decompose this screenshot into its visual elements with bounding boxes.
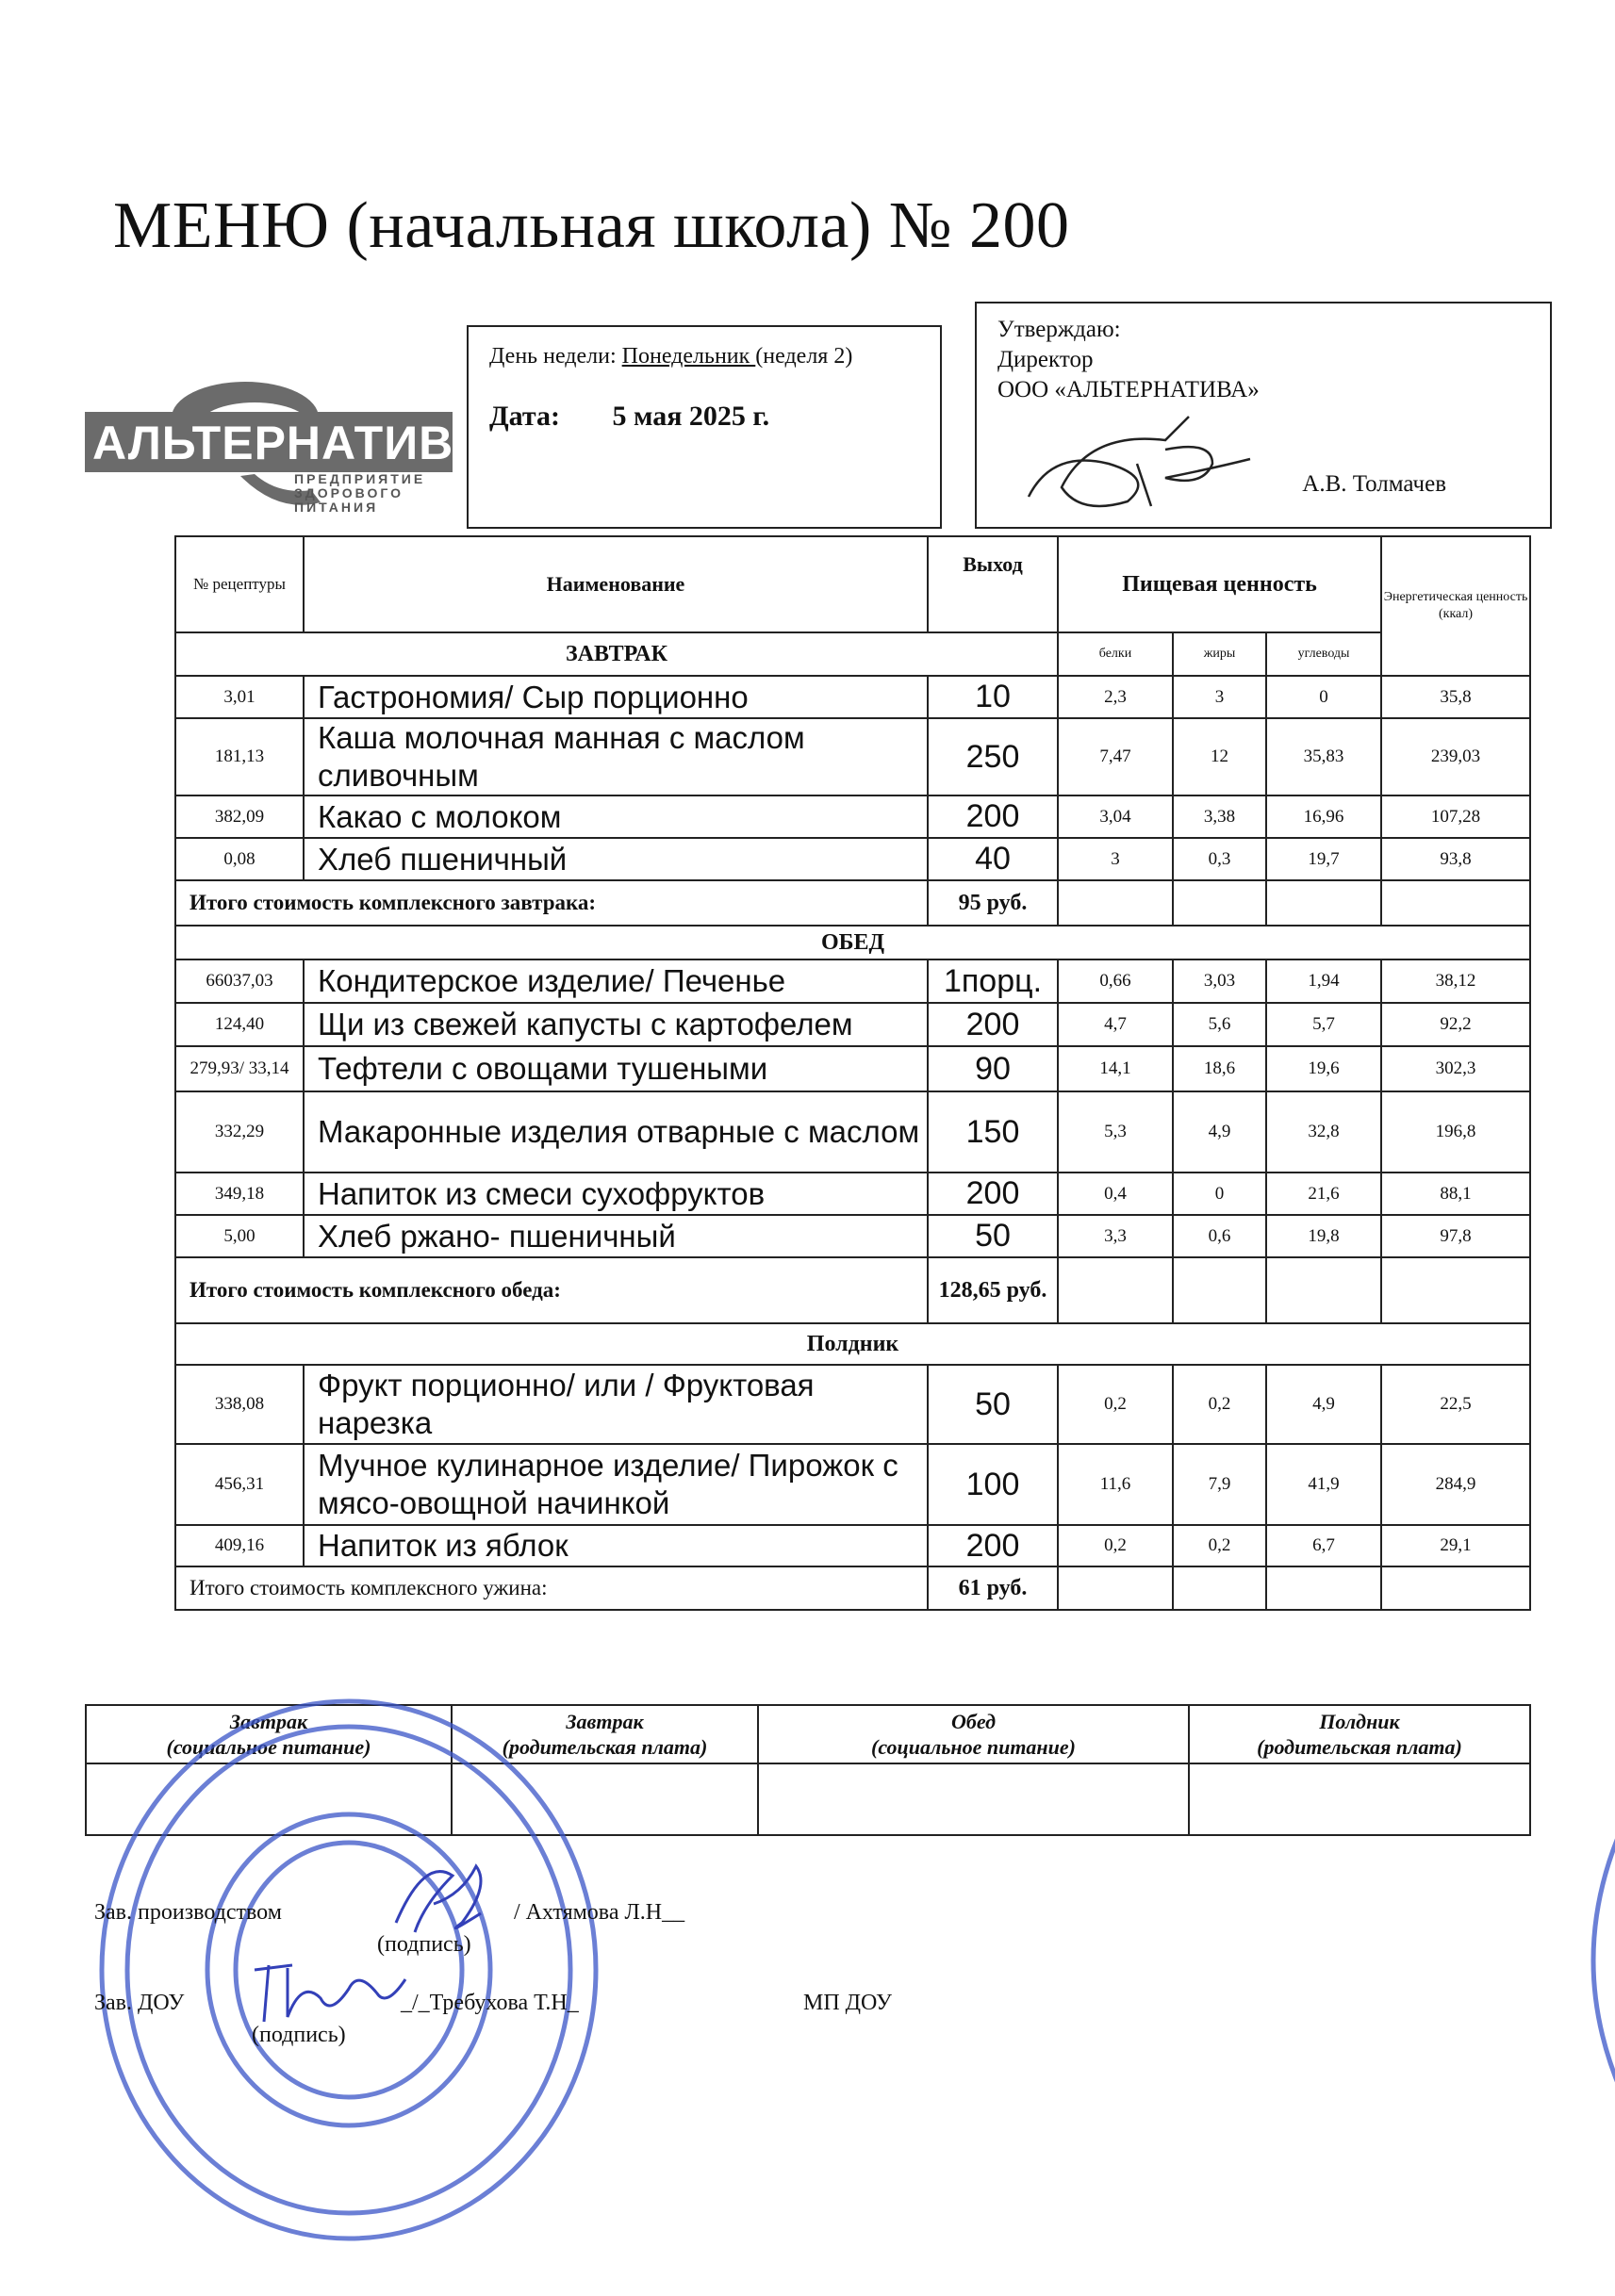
date-line — [489, 401, 769, 433]
dish-output: 150 — [928, 1091, 1058, 1173]
recipe-number: 456,31 — [175, 1444, 304, 1525]
table-row — [175, 838, 1530, 880]
empty-cell — [1173, 1566, 1266, 1610]
dish-name: Макаронные изделия отварные с маслом — [304, 1091, 928, 1173]
energy-value: 196,8 — [1381, 1091, 1530, 1173]
snack-section-row — [175, 1323, 1530, 1365]
dish-output: 50 — [928, 1365, 1058, 1444]
lunch-total-label: Итого стоимость комплексного обеда: — [175, 1257, 928, 1323]
empty-cell — [1173, 880, 1266, 926]
empty-cell — [1058, 880, 1173, 926]
carbs-value: 0 — [1266, 676, 1381, 718]
fat-value: 0,6 — [1173, 1215, 1266, 1257]
dish-output: 40 — [928, 838, 1058, 880]
empty-cell — [1266, 1566, 1381, 1610]
production-manager-name: / Ахтямова Л.Н__ — [514, 1900, 685, 1925]
footer-empty-cell — [758, 1763, 1189, 1835]
header-fat: жиры — [1173, 632, 1266, 676]
production-manager-label: Зав. производством — [94, 1900, 282, 1925]
dou-manager-name: _/_Требухова Т.Н_ — [401, 1991, 579, 2015]
empty-cell — [1058, 1566, 1173, 1610]
dish-output: 200 — [928, 1173, 1058, 1215]
dish-name: Напиток из яблок — [304, 1525, 928, 1566]
recipe-number: 382,09 — [175, 795, 304, 838]
fat-value: 0,2 — [1173, 1525, 1266, 1566]
protein-value: 7,47 — [1058, 718, 1173, 795]
weekday-line — [489, 344, 852, 369]
recipe-number: 409,16 — [175, 1525, 304, 1566]
dish-name: Напиток из смеси сухофруктов — [304, 1173, 928, 1215]
approval-box — [975, 302, 1552, 529]
protein-value: 0,66 — [1058, 959, 1173, 1003]
protein-value: 0,2 — [1058, 1525, 1173, 1566]
carbs-value: 19,6 — [1266, 1046, 1381, 1091]
recipe-number: 66037,03 — [175, 959, 304, 1003]
fat-value: 0,3 — [1173, 838, 1266, 880]
table-row — [175, 1046, 1530, 1091]
recipe-number: 338,08 — [175, 1365, 304, 1444]
header-nutrition: Пищевая ценность — [1058, 536, 1381, 632]
protein-value: 3 — [1058, 838, 1173, 880]
table-row — [175, 1444, 1530, 1525]
table-row — [175, 718, 1530, 795]
dish-name: Хлеб ржано- пшеничный — [304, 1215, 928, 1257]
breakfast-total-label: Итого стоимость комплексного завтрака: — [175, 880, 928, 926]
carbs-value: 1,94 — [1266, 959, 1381, 1003]
fat-value: 7,9 — [1173, 1444, 1266, 1525]
header-protein: белки — [1058, 632, 1173, 676]
empty-cell — [1381, 1566, 1530, 1610]
dish-name: Гастрономия/ Сыр порционно — [304, 676, 928, 718]
fat-value: 3 — [1173, 676, 1266, 718]
dish-name: Тефтели с овощами тушеными — [304, 1046, 928, 1091]
week-number: (неделя 2) — [755, 344, 853, 369]
director-name: А.В. Толмачев — [1302, 471, 1446, 497]
dish-output: 200 — [928, 795, 1058, 838]
protein-value: 4,7 — [1058, 1003, 1173, 1046]
carbs-value: 35,83 — [1266, 718, 1381, 795]
header-energy: Энергетическая ценность (ккал) — [1381, 536, 1530, 676]
footer-col-lunch-social — [758, 1705, 1189, 1763]
protein-value: 0,2 — [1058, 1365, 1173, 1444]
protein-value: 5,3 — [1058, 1091, 1173, 1173]
dish-output: 100 — [928, 1444, 1058, 1525]
breakfast-total-price: 95 руб. — [928, 880, 1058, 926]
carbs-value: 4,9 — [1266, 1365, 1381, 1444]
fat-value: 12 — [1173, 718, 1266, 795]
lunch-rows — [175, 959, 1530, 1257]
recipe-number: 5,00 — [175, 1215, 304, 1257]
header-name: Наименование — [304, 536, 928, 632]
dish-output: 50 — [928, 1215, 1058, 1257]
header-recipe-no: № рецептуры — [175, 536, 304, 632]
approve-position: Директор — [997, 347, 1094, 372]
dish-output: 250 — [928, 718, 1058, 795]
signature-caption-2: (подпись) — [252, 2023, 346, 2047]
carbs-value: 19,7 — [1266, 838, 1381, 880]
weekday-label: День недели: — [489, 344, 617, 369]
section-lunch: ОБЕД — [175, 926, 1530, 959]
date-value: 5 мая 2025 г. — [612, 401, 770, 432]
recipe-number: 279,93/ 33,14 — [175, 1046, 304, 1091]
logo-wordmark: АЛЬТЕРНАТИВА — [92, 417, 486, 469]
empty-cell — [1266, 880, 1381, 926]
energy-value: 35,8 — [1381, 676, 1530, 718]
lunch-total-row — [175, 1257, 1530, 1323]
table-row — [175, 1525, 1530, 1566]
footer-col-title: Завтрак — [229, 1710, 308, 1733]
carbs-value: 19,8 — [1266, 1215, 1381, 1257]
protein-value: 2,3 — [1058, 676, 1173, 718]
fat-value: 18,6 — [1173, 1046, 1266, 1091]
footer-col-subtitle: (родительская плата) — [1257, 1735, 1462, 1759]
snack-total-price: 61 руб. — [928, 1566, 1058, 1610]
table-row — [175, 1091, 1530, 1173]
fat-value: 5,6 — [1173, 1003, 1266, 1046]
carbs-value: 5,7 — [1266, 1003, 1381, 1046]
dish-name: Какао с молоком — [304, 795, 928, 838]
company-logo — [85, 363, 486, 523]
energy-value: 88,1 — [1381, 1173, 1530, 1215]
section-breakfast: ЗАВТРАК — [175, 632, 1058, 676]
lunch-section-row — [175, 926, 1530, 959]
table-row — [175, 1173, 1530, 1215]
table-row — [175, 1003, 1530, 1046]
recipe-number: 3,01 — [175, 676, 304, 718]
energy-value: 97,8 — [1381, 1215, 1530, 1257]
day-box — [467, 325, 942, 529]
protein-value: 3,3 — [1058, 1215, 1173, 1257]
dish-name: Щи из свежей капусты с картофелем — [304, 1003, 928, 1046]
footer-col-title: Обед — [951, 1710, 996, 1733]
table-header-row — [175, 536, 1530, 632]
lunch-total-price: 128,65 руб. — [928, 1257, 1058, 1323]
carbs-value: 21,6 — [1266, 1173, 1381, 1215]
director-signature — [1024, 412, 1269, 516]
recipe-number: 0,08 — [175, 838, 304, 880]
carbs-value: 16,96 — [1266, 795, 1381, 838]
energy-value: 239,03 — [1381, 718, 1530, 795]
dish-output: 90 — [928, 1046, 1058, 1091]
dish-name: Каша молочная манная с маслом сливочным — [304, 718, 928, 795]
stamp-place-label: МП ДОУ — [803, 1991, 893, 2015]
dish-name: Кондитерское изделие/ Печенье — [304, 959, 928, 1003]
approve-company: ООО «АЛЬТЕРНАТИВА» — [997, 377, 1260, 402]
protein-value: 0,4 — [1058, 1173, 1173, 1215]
footer-col-subtitle: (родительская плата) — [502, 1735, 708, 1759]
recipe-number: 181,13 — [175, 718, 304, 795]
breakfast-section-row — [175, 632, 1530, 676]
production-manager-signature — [387, 1847, 500, 1951]
dish-output: 1порц. — [928, 959, 1058, 1003]
empty-cell — [1381, 1257, 1530, 1323]
fat-value: 0 — [1173, 1173, 1266, 1215]
carbs-value: 6,7 — [1266, 1525, 1381, 1566]
table-row — [175, 676, 1530, 718]
table-row — [175, 1365, 1530, 1444]
weekday-value: Понедельник — [621, 344, 756, 369]
table-row — [175, 795, 1530, 838]
logo-subtitle: ПРЕДПРИЯТИЕ ЗДОРОВОГО ПИТАНИЯ — [294, 471, 426, 515]
fat-value: 3,38 — [1173, 795, 1266, 838]
dou-manager-signature — [236, 1942, 424, 2026]
energy-value: 93,8 — [1381, 838, 1530, 880]
partial-stamp — [1565, 1819, 1615, 2102]
dish-name: Фрукт порционно/ или / Фруктовая нарезка — [304, 1365, 928, 1444]
recipe-number: 349,18 — [175, 1173, 304, 1215]
footer-col-subtitle: (социальное питание) — [871, 1735, 1076, 1759]
snack-rows — [175, 1365, 1530, 1566]
fat-value: 3,03 — [1173, 959, 1266, 1003]
header-output: Выход — [928, 536, 1058, 632]
date-label: Дата: — [489, 401, 560, 432]
energy-value: 107,28 — [1381, 795, 1530, 838]
carbs-value: 32,8 — [1266, 1091, 1381, 1173]
dou-manager-label: Зав. ДОУ — [94, 1991, 185, 2015]
protein-value: 11,6 — [1058, 1444, 1173, 1525]
snack-total-label: Итого стоимость комплексного ужина: — [175, 1566, 928, 1610]
header-carbs: углеводы — [1266, 632, 1381, 676]
approve-heading: Утверждаю: — [997, 317, 1121, 342]
protein-value: 3,04 — [1058, 795, 1173, 838]
empty-cell — [1266, 1257, 1381, 1323]
page-title: МЕНЮ (начальная школа) № 200 — [113, 189, 1070, 262]
protein-value: 14,1 — [1058, 1046, 1173, 1091]
empty-cell — [1058, 1257, 1173, 1323]
table-row — [175, 959, 1530, 1003]
dish-name: Мучное кулинарное изделие/ Пирожок с мясо-овощной начинкой — [304, 1444, 928, 1525]
section-snack: Полдник — [175, 1323, 1530, 1365]
signature-caption-1: (подпись) — [377, 1932, 471, 1957]
fat-value: 0,2 — [1173, 1365, 1266, 1444]
footer-empty-cell — [1189, 1763, 1530, 1835]
recipe-number: 332,29 — [175, 1091, 304, 1173]
energy-value: 38,12 — [1381, 959, 1530, 1003]
recipe-number: 124,40 — [175, 1003, 304, 1046]
empty-cell — [1173, 1257, 1266, 1323]
energy-value: 284,9 — [1381, 1444, 1530, 1525]
fat-value: 4,9 — [1173, 1091, 1266, 1173]
energy-value: 22,5 — [1381, 1365, 1530, 1444]
menu-table — [174, 535, 1531, 1611]
dish-output: 10 — [928, 676, 1058, 718]
table-row — [175, 1215, 1530, 1257]
energy-value: 29,1 — [1381, 1525, 1530, 1566]
energy-value: 92,2 — [1381, 1003, 1530, 1046]
dish-output: 200 — [928, 1003, 1058, 1046]
energy-value: 302,3 — [1381, 1046, 1530, 1091]
breakfast-rows — [175, 676, 1530, 880]
footer-col-snack-paid — [1189, 1705, 1530, 1763]
footer-col-title: Полдник — [1319, 1710, 1400, 1733]
carbs-value: 41,9 — [1266, 1444, 1381, 1525]
dish-output: 200 — [928, 1525, 1058, 1566]
snack-total-row — [175, 1566, 1530, 1610]
footer-col-title: Завтрак — [566, 1710, 644, 1733]
dish-name: Хлеб пшеничный — [304, 838, 928, 880]
footer-col-subtitle: (социальное питание) — [166, 1735, 371, 1759]
empty-cell — [1381, 880, 1530, 926]
breakfast-total-row — [175, 880, 1530, 926]
